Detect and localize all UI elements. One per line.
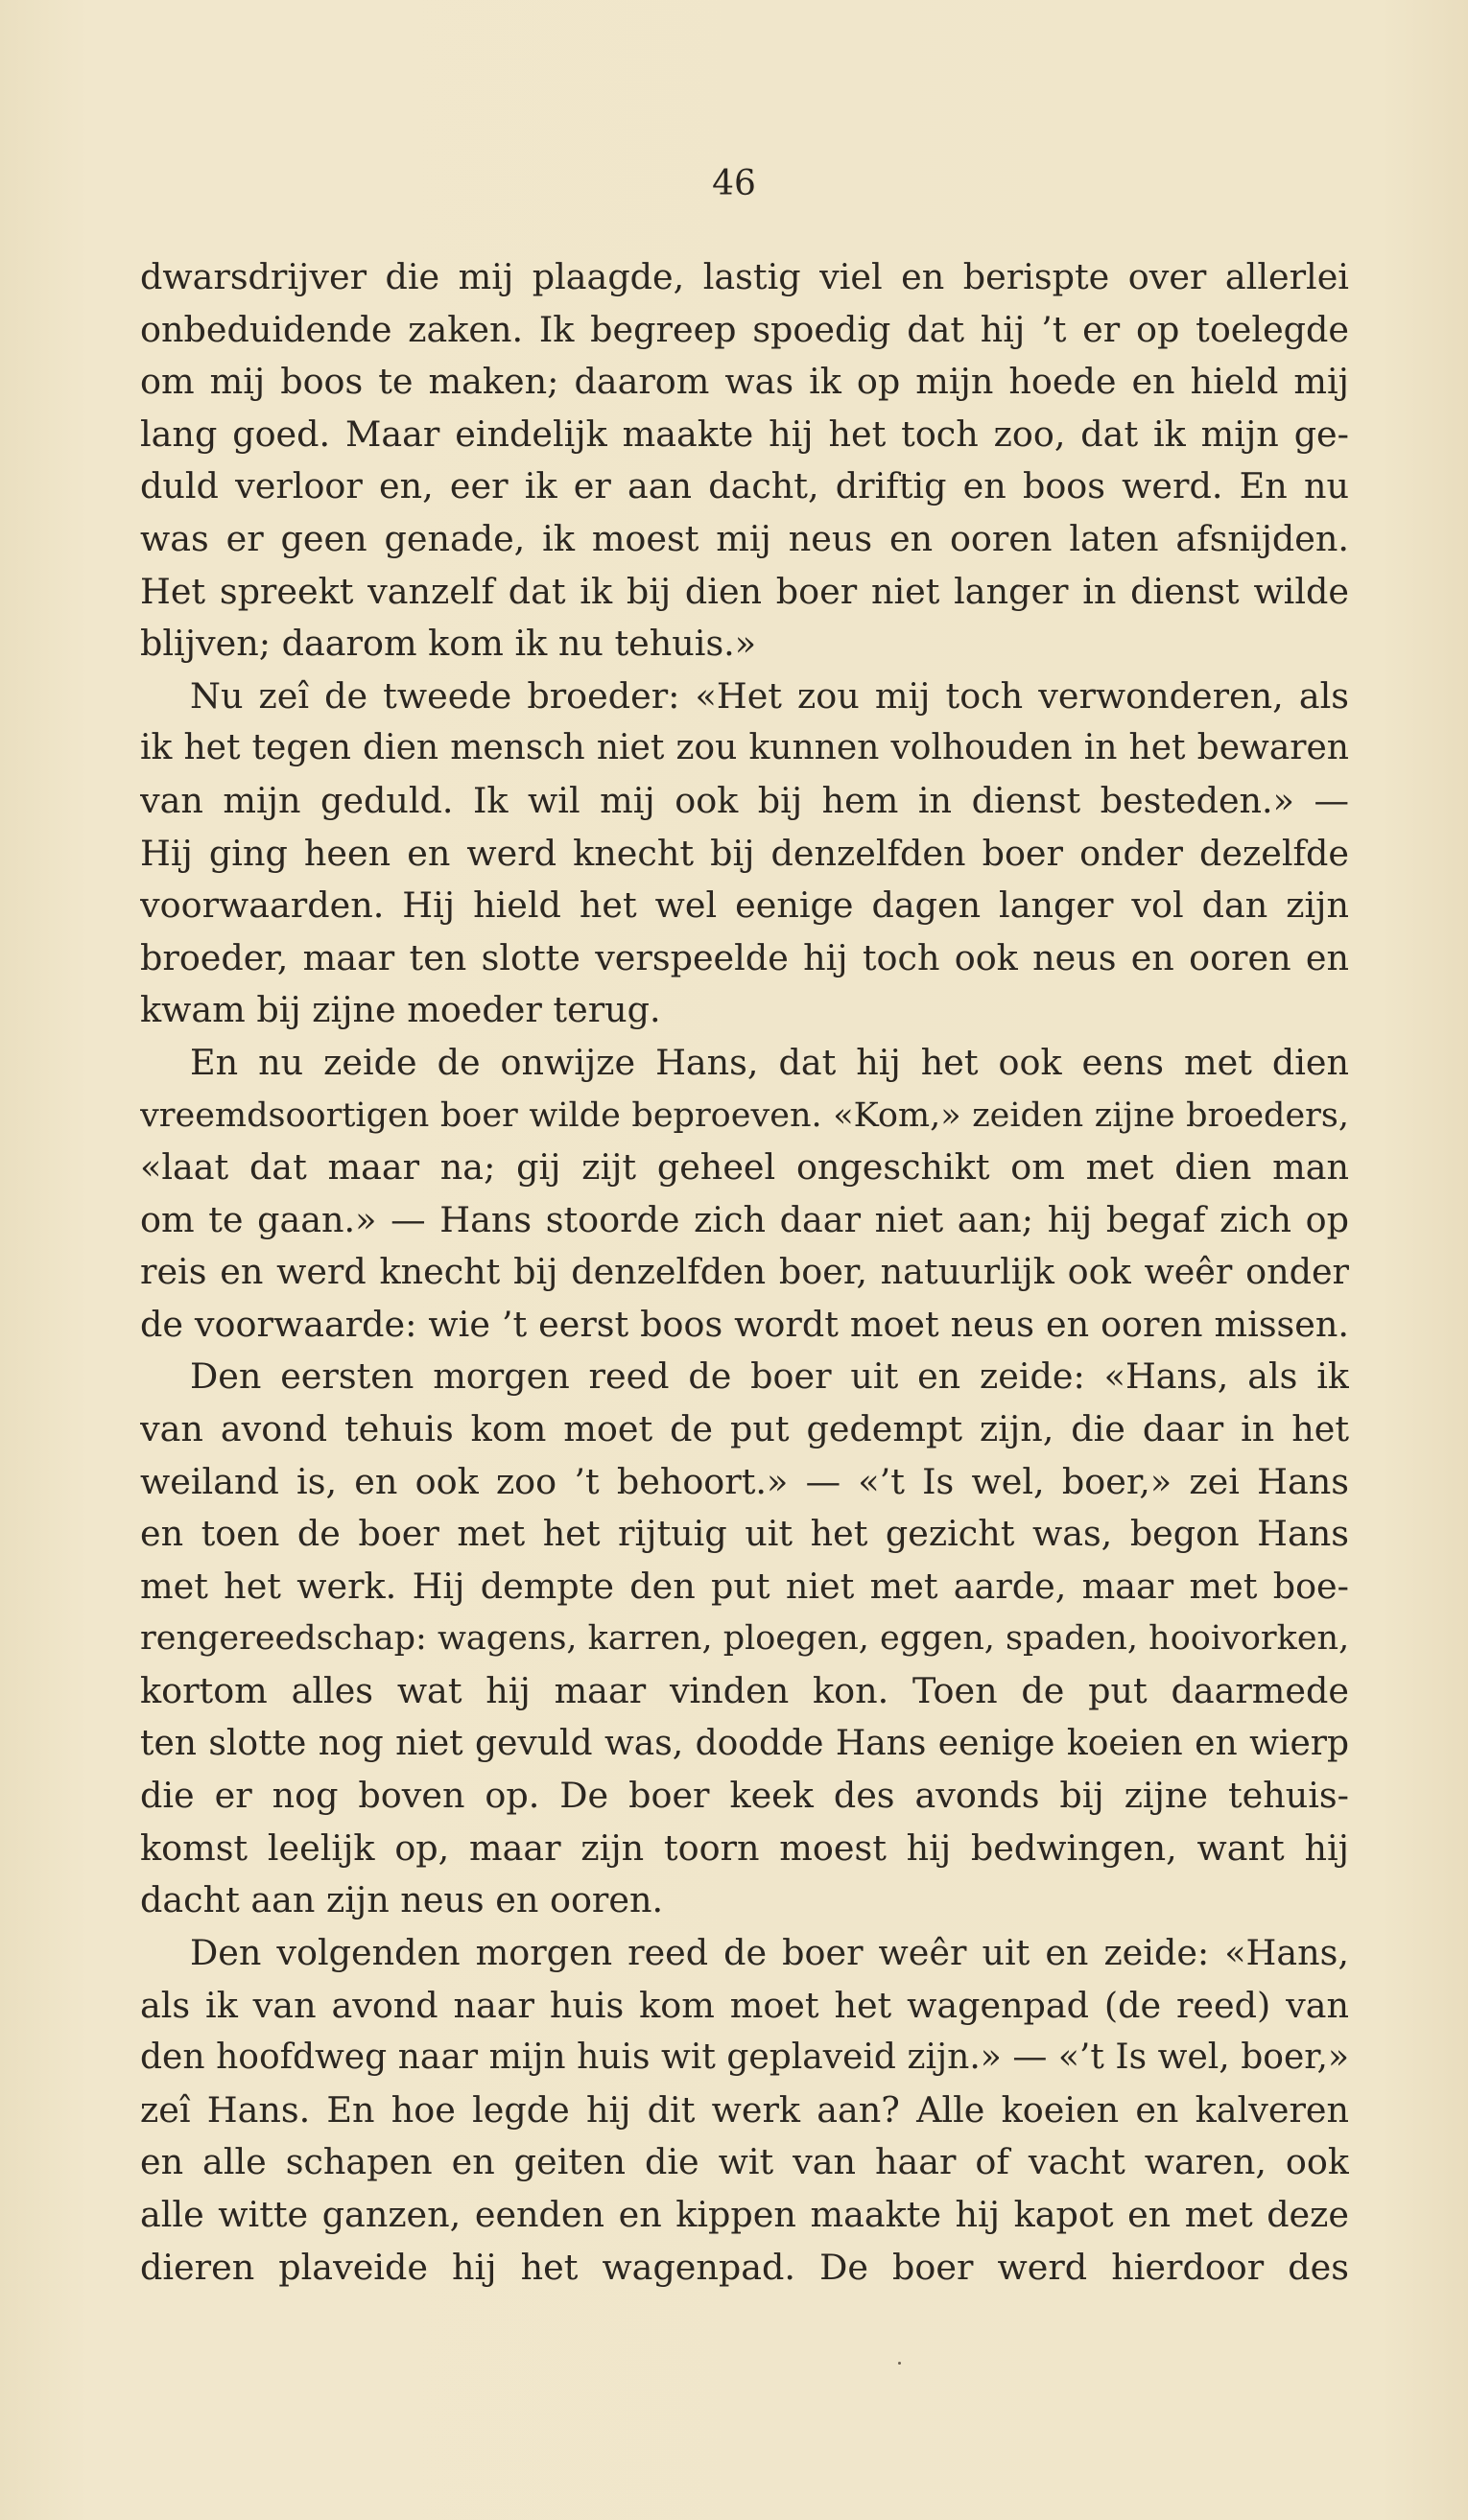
text-line: ik het tegen dien mensch niet zou kunnen volhouden in het bewaren [140,728,1349,768]
text-line: En nu zeide de onwijze Hans, dat hij het ook eens met dien [190,1041,1349,1083]
text-line: duld verloor en, eer ik er aan dacht, driftig en boos werd. En nu [140,465,1349,507]
text-line: onbeduidende zaken. Ik begreep spoedig dat hij ’t er op toelegde [140,308,1349,350]
text-line: dieren plaveide hij het wagenpad. De boer werd hierdoor des [140,2246,1349,2288]
text-line: en toen de boer met het rijtuig uit het gezicht was, begon Hans [140,1513,1349,1555]
text-line: rengereedschap: wagens, karren, ploegen, eggen, spaden, hooivorken, [140,1619,1349,1659]
text-line: reis en werd knecht bij denzelfden boer, natuurlijk ook weêr onder [140,1251,1349,1293]
text-line: om te gaan.» — Hans stoorde zich daar niet aan; hij begaf zich op [140,1198,1349,1240]
text-line: weiland is, en ook zoo ’t behoort.» — «’t Is wel, boer,» zei Hans [140,1460,1349,1502]
text-line: ten slotte nog niet gevuld was, doodde Hans eenige koeien en wierp [140,1723,1349,1763]
text-line: was er geen genade, ik moest mij neus en ooren laten afsnijden. [140,517,1349,559]
ink-speck [898,2362,901,2365]
text-line: en alle schapen en geiten die wit van haar of vacht waren, ook [140,2141,1349,2183]
text-line: komst leelijk op, maar zijn toorn moest hij bedwingen, want hij [140,1826,1349,1869]
text-line: alle witte ganzen, eenden en kippen maakte hij kapot en met deze [140,2193,1349,2235]
text-line: van avond tehuis kom moet de put gedempt zijn, die daar in het [140,1408,1349,1450]
text-line: als ik van avond naar huis kom moet het wagenpad (de reed) van [140,1984,1349,2026]
text-line: Den volgenden morgen reed de boer weêr uit en zeide: «Hans, [190,1932,1349,1973]
text-line: dacht aan zijn neus en ooren. [140,1879,664,1921]
text-line: van mijn geduld. Ik wil mij ook bij hem in dienst besteden.» — [140,779,1349,821]
text-line: kortom alles wat hij maar vinden kon. Toen de put daarmede [140,1670,1349,1712]
text-line: vreemdsoortigen boer wilde beproeven. «Kom,» zeiden zijne broeders, [140,1095,1349,1135]
text-line: den hoofdweg naar mijn huis wit geplaveid zijn.» — «’t Is wel, boer,» [140,2037,1349,2078]
text-line: die er nog boven op. De boer keek des avonds bij zijne tehuis- [140,1775,1349,1817]
text-line: blijven; daarom kom ik nu tehuis.» [140,623,757,665]
text-line: kwam bij zijne moeder terug. [140,989,661,1031]
text-line: de voorwaarde: wie ’t eerst boos wordt moet neus en ooren missen. [140,1303,1349,1345]
text-line: Hij ging heen en werd knecht bij denzelfden boer onder dezelfde [140,832,1349,874]
text-line: om mij boos te maken; daarom was ik op mijn hoede en hield mij [140,361,1349,403]
text-line: Den eersten morgen reed de boer uit en zeide: «Hans, als ik [190,1355,1349,1398]
text-line: «laat dat maar na; gij zijt geheel ongeschikt om met dien man [140,1146,1349,1189]
text-line: voorwaarden. Hij hield het wel eenige dagen langer vol dan zijn [140,884,1349,927]
text-line: Nu zeî de tweede broeder: «Het zou mij toch verwonderen, als [190,674,1349,717]
text-line: dwarsdrijver die mij plaagde, lastig viel en berispte over allerlei [140,256,1349,297]
body-text [140,251,1349,2294]
text-line: lang goed. Maar eindelijk maakte hij het toch zoo, dat ik mijn ge- [140,412,1349,455]
text-line: Het spreekt vanzelf dat ik bij dien boer niet langer in dienst wilde [140,570,1349,612]
text-line: broeder, maar ten slotte verspeelde hij toch ook neus en ooren en [140,936,1349,978]
text-line: met het werk. Hij dempte den put niet met aarde, maar met boe- [140,1565,1349,1607]
page-number: 46 [712,164,756,203]
text-line: zeî Hans. En hoe legde hij dit werk aan? Alle koeien en kalveren [140,2088,1349,2131]
